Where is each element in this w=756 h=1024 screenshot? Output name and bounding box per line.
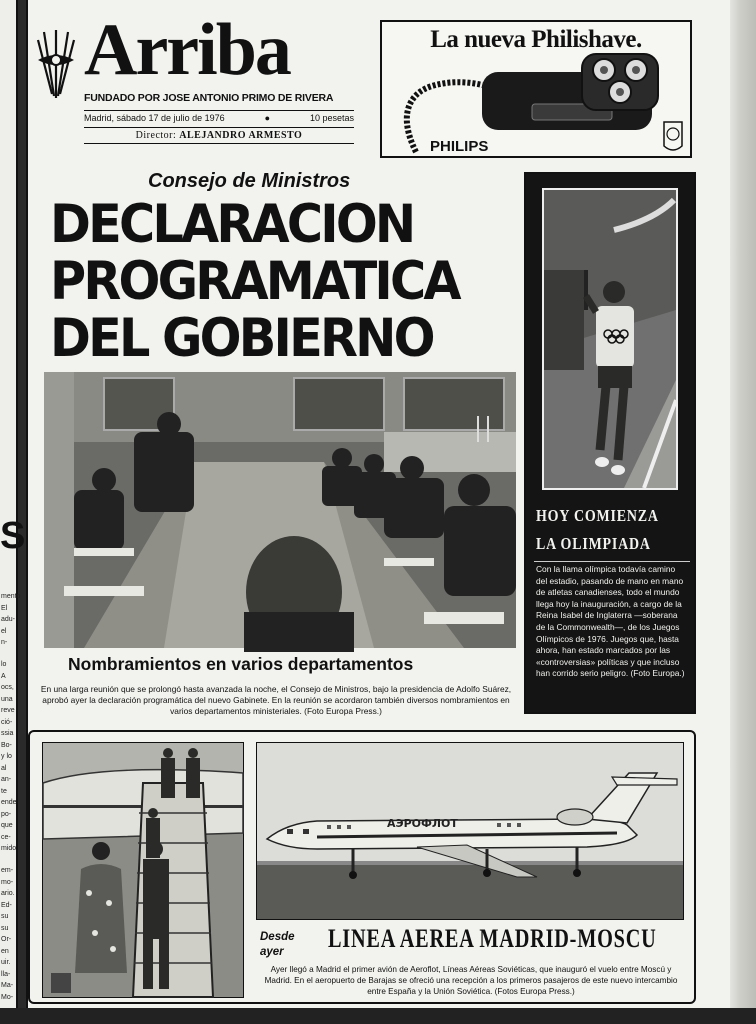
adjacent-page-fragment: Mo- — [1, 993, 14, 1001]
philishave-advertisement — [380, 20, 692, 158]
director-name: ALEJANDRO ARMESTO — [179, 130, 303, 141]
aviation-kicker-line-2: ayer — [260, 946, 284, 958]
newspaper-page — [26, 0, 730, 1010]
adjacent-page-fragment: en — [1, 947, 9, 955]
issue-price: 10 pesetas — [309, 113, 354, 123]
page-stack-edge — [728, 0, 756, 1024]
director-label: Director: — [135, 130, 177, 141]
adjacent-page-fragment: ario. — [1, 890, 15, 897]
yoke-arrows-emblem-icon — [36, 24, 76, 104]
adjacent-page-fragment: y lo — [1, 753, 12, 760]
headline-line-1: DECLARACION — [50, 194, 414, 255]
headline-line-3: DEL GOBIERNO — [50, 308, 433, 369]
headline-line-2: PROGRAMATICA — [50, 251, 459, 312]
ad-headline: La nueva Philishave. — [430, 26, 642, 53]
lead-caption: En una larga reunión que se prolongó hasta avanzada la noche, el Consejo de Ministros, bajo la presidencia de Adolfo Suárez, aprobó ayer la declaración programática del nuevo Gabinete. En la reunión se acordaron también diversos nombramientos en varios departamentos ministeriales. (Foto Europa Press.) — [40, 684, 512, 716]
adjacent-page-fragment: an- — [1, 776, 12, 783]
adjacent-page-fragment: mo- — [1, 878, 14, 886]
adjacent-page-fragment: su — [1, 913, 9, 920]
bottom-binding-shadow — [0, 1008, 756, 1024]
olympics-headline-line-2: LA OLIMPIADA — [536, 534, 651, 553]
adjacent-page-fragment: uir. — [1, 959, 11, 966]
adjacent-page-letter: S — [0, 515, 26, 557]
adjacent-page-fragment: una — [1, 695, 13, 703]
masthead — [84, 6, 354, 144]
adjacent-page-fragment: A — [1, 672, 6, 680]
aviation-kicker-line-1: Desde — [260, 931, 295, 943]
adjacent-page-fragment: te — [1, 787, 7, 795]
adjacent-page-fragment: lo — [1, 661, 7, 668]
adjacent-page-fragment: Bo- — [1, 741, 12, 749]
adjacent-page-fragment: po- — [1, 810, 12, 818]
adjacent-page-fragment: adu- — [1, 616, 16, 623]
olympics-story-box — [524, 172, 696, 714]
aviation-headline: LINEA AEREA MADRID-MOSCU — [328, 924, 657, 953]
adjacent-page-fragment: su — [1, 924, 9, 932]
olympics-headline — [536, 502, 661, 558]
adjacent-page-fragment: ció- — [1, 718, 13, 726]
electric-shaver-icon — [382, 52, 694, 160]
airport-stairs-photo — [42, 742, 244, 998]
director-line — [84, 127, 354, 144]
main-headline — [50, 196, 506, 367]
adjacent-page-fragment: Ed- — [1, 901, 12, 909]
bullet-separator: ● — [264, 113, 270, 123]
aviation-caption: Ayer llegó a Madrid el primer avión de Aeroflot, Líneas Aéreas Soviéticas, que inauguró el vuelo entre Moscú y Madrid. En el aeropuerto de Barajas se ofreció una recepción a los primeros pasajeros de este nuevo intercambio entre España y la Unión Soviética. (Fotos Europa Press.) — [264, 965, 678, 996]
sub-headline: Nombramientos en varios departamentos — [68, 654, 414, 674]
newspaper-title: Arriba — [84, 9, 290, 91]
adjacent-page-fragment: el — [1, 627, 7, 635]
adjacent-page-fragment: mido — [1, 845, 17, 852]
adjacent-page-fragment: em- — [1, 867, 14, 874]
dateline — [84, 110, 354, 123]
olympics-divider — [534, 561, 690, 562]
adjacent-page-fragment: n- — [1, 639, 8, 646]
founded-by-line: FUNDADO POR JOSE ANTONIO PRIMO DE RIVERA — [84, 92, 334, 104]
adjacent-page-fragment: Ma- — [1, 982, 14, 989]
adjacent-page-edge — [0, 0, 26, 1024]
aircraft-marking: АЭРОФЛОТ — [387, 817, 458, 830]
torch-runner-photo — [542, 188, 678, 490]
adjacent-page-fragment: ssia — [1, 730, 14, 737]
adjacent-page-fragment: ende — [1, 799, 17, 806]
adjacent-page-fragment: al — [1, 764, 7, 772]
aeroflot-plane-photo — [256, 742, 684, 920]
adjacent-page-fragment: mento — [1, 593, 21, 600]
adjacent-page-fragment: Or- — [1, 936, 12, 943]
olympics-headline-line-1: HOY COMIENZA — [536, 506, 659, 525]
aviation-kicker — [260, 930, 295, 960]
olympics-caption: Con la llama olímpica todavía camino del estadio, pasando de mano en mano de atletas canadienses, todo el mundo llega hoy la inauguración, a cargo de la Reina Isabel de Inglaterra —soberana de la Commonwealth—, de los Juegos Olímpicos de 1976. Juegos que, hasta ahora, han estado marcados por las «controversias» políticas y que incluso han corrido serio peligro. (Foto Europa.) — [536, 564, 685, 679]
section-title: Consejo de Ministros — [148, 170, 351, 192]
cabinet-meeting-photo — [44, 372, 516, 648]
issue-date: Madrid, sábado 17 de julio de 1976 — [84, 113, 225, 123]
ad-brand: PHILIPS — [430, 138, 489, 155]
adjacent-page-fragment: El — [1, 604, 8, 612]
adjacent-page-fragment: que — [1, 822, 13, 829]
adjacent-page-fragment: ocs, — [1, 684, 14, 691]
adjacent-page-fragment: lla- — [1, 970, 11, 978]
adjacent-page-fragment: reve — [1, 707, 15, 714]
adjacent-page-fragment: ce- — [1, 833, 11, 841]
